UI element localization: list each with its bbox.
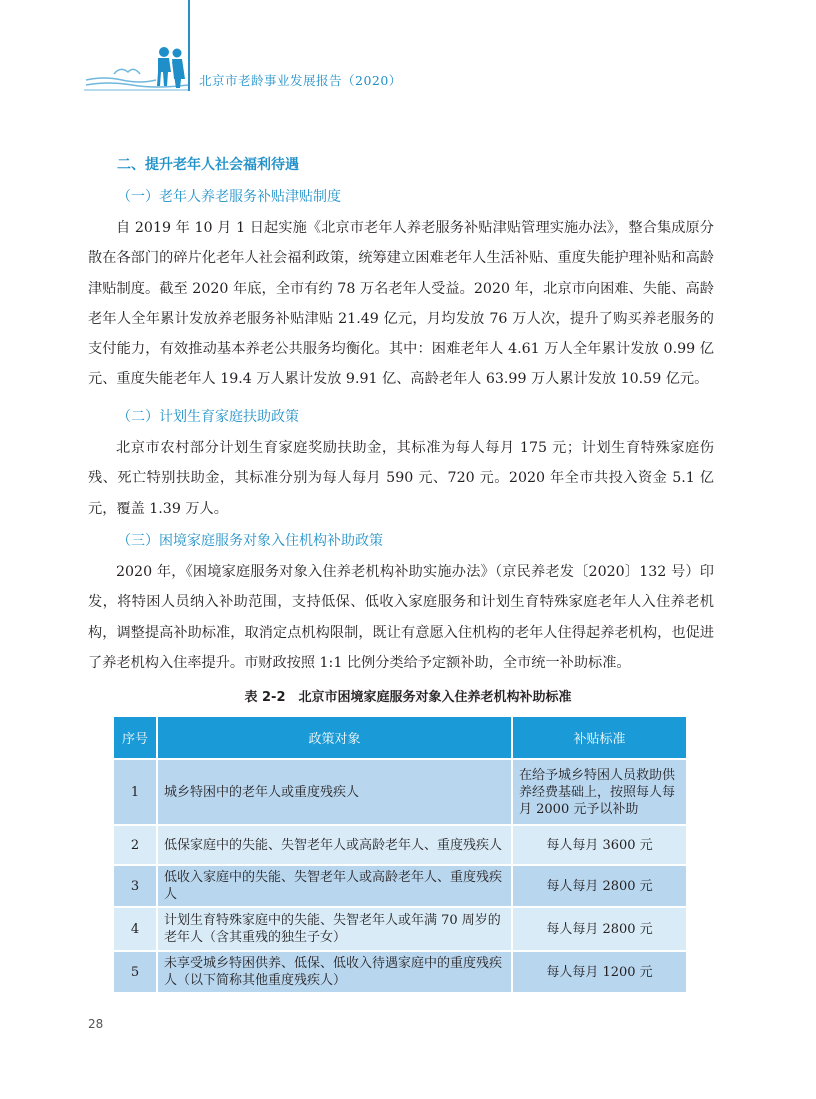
policy-target: 城乡特困中的老年人或重度残疾人: [157, 759, 512, 825]
elderly-couple-icon: [84, 40, 189, 92]
subsection-title-3: （三）困境家庭服务对象入住机构补助政策: [117, 533, 383, 549]
column-header-target: 政策对象: [157, 716, 512, 759]
table-row: [113, 865, 687, 907]
row-number: 4: [113, 907, 157, 951]
paragraph-subsidy: 自 2019 年 10 月 1 日起实施《北京市老年人养老服务补贴津贴管理实施办法》，整合集成原分散在各部门的碎片化老年人社会福利政策，统筹建立困难老年人生活补贴、重度失能护理补贴和高龄津贴制度。截至 2020 年底，全市有约 78 万名老年人受益。2020 年，北京市向困难、失能、高龄老年人全年累计发放养老服务补贴津贴 21.49 亿元，月均发放 76 万人次，提升了购买养老服务的支付能力，有效推动基本养老公共服务均衡化。其中：困难老年人 4.61 万人全年累计发放 0.99 亿元、重度失能老年人 19.4 万人累计发放 9.91 亿、高龄老年人 63.99 万人累计发放 10.59 亿元。: [88, 220, 714, 388]
header-divider: [188, 0, 190, 91]
policy-target: 计划生育特殊家庭中的失能、失智老年人或年满 70 周岁的老年人（含其重残的独生子女）: [157, 907, 512, 951]
subsidy-standard: 每人每月 2800 元: [512, 865, 687, 907]
column-header-standard: 补贴标准: [512, 716, 687, 759]
paragraph-family-planning: 北京市农村部分计划生育家庭奖励扶助金，其标准为每人每月 175 元；计划生育特殊家庭伤残、死亡特别扶助金，其标准分别为每人每月 590 元、720 元。2020 年全市共投入资金 5.1 亿元，覆盖 1.39 万人。: [88, 440, 714, 517]
policy-target: 未享受城乡特困供养、低保、低收入待遇家庭中的重度残疾人（以下简称其他重度残疾人）: [157, 951, 512, 993]
row-number: 2: [113, 825, 157, 865]
column-header-no: 序号: [113, 716, 157, 759]
subsidy-standard: 每人每月 1200 元: [512, 951, 687, 993]
policy-target: 低保家庭中的失能、失智老年人或高龄老年人、重度残疾人: [157, 825, 512, 865]
row-number: 1: [113, 759, 157, 825]
subsection-title-2: （二）计划生育家庭扶助政策: [117, 409, 299, 425]
page-number: 28: [88, 1017, 104, 1031]
subsection-title-1: （一）老年人养老服务补贴津贴制度: [117, 189, 341, 205]
table-caption: 表 2-2 北京市困境家庭服务对象入住养老机构补助标准: [244, 690, 572, 705]
subsidy-standard: 每人每月 2800 元: [512, 907, 687, 951]
table-row: [113, 759, 687, 825]
section-heading: 二、提升老年人社会福利待遇: [117, 157, 299, 173]
subsidy-table: [112, 715, 688, 994]
table-row: [113, 907, 687, 951]
table-row: [113, 825, 687, 865]
subsidy-standard: 每人每月 3600 元: [512, 825, 687, 865]
policy-target: 低收入家庭中的失能、失智老年人或高龄老年人、重度残疾人: [157, 865, 512, 907]
table-row: [113, 951, 687, 993]
row-number: 5: [113, 951, 157, 993]
running-header-title: 北京市老龄事业发展报告（2020）: [199, 73, 402, 88]
row-number: 3: [113, 865, 157, 907]
paragraph-institution: 2020 年，《困境家庭服务对象入住养老机构补助实施办法》（京民养老发〔2020〕132 号）印发，将特困人员纳入补助范围，支持低保、低收入家庭服务和计划生育特殊家庭老年人入住养老机构，调整提高补助标准，取消定点机构限制，既让有意愿入住机构的老年人住得起养老机构，也促进了养老机构入住率提升。市财政按照 1:1 比例分类给予定额补助，全市统一补助标准。: [88, 564, 714, 671]
subsidy-standard: 在给予城乡特困人员救助供养经费基础上，按照每人每月 2000 元予以补助: [512, 759, 687, 825]
